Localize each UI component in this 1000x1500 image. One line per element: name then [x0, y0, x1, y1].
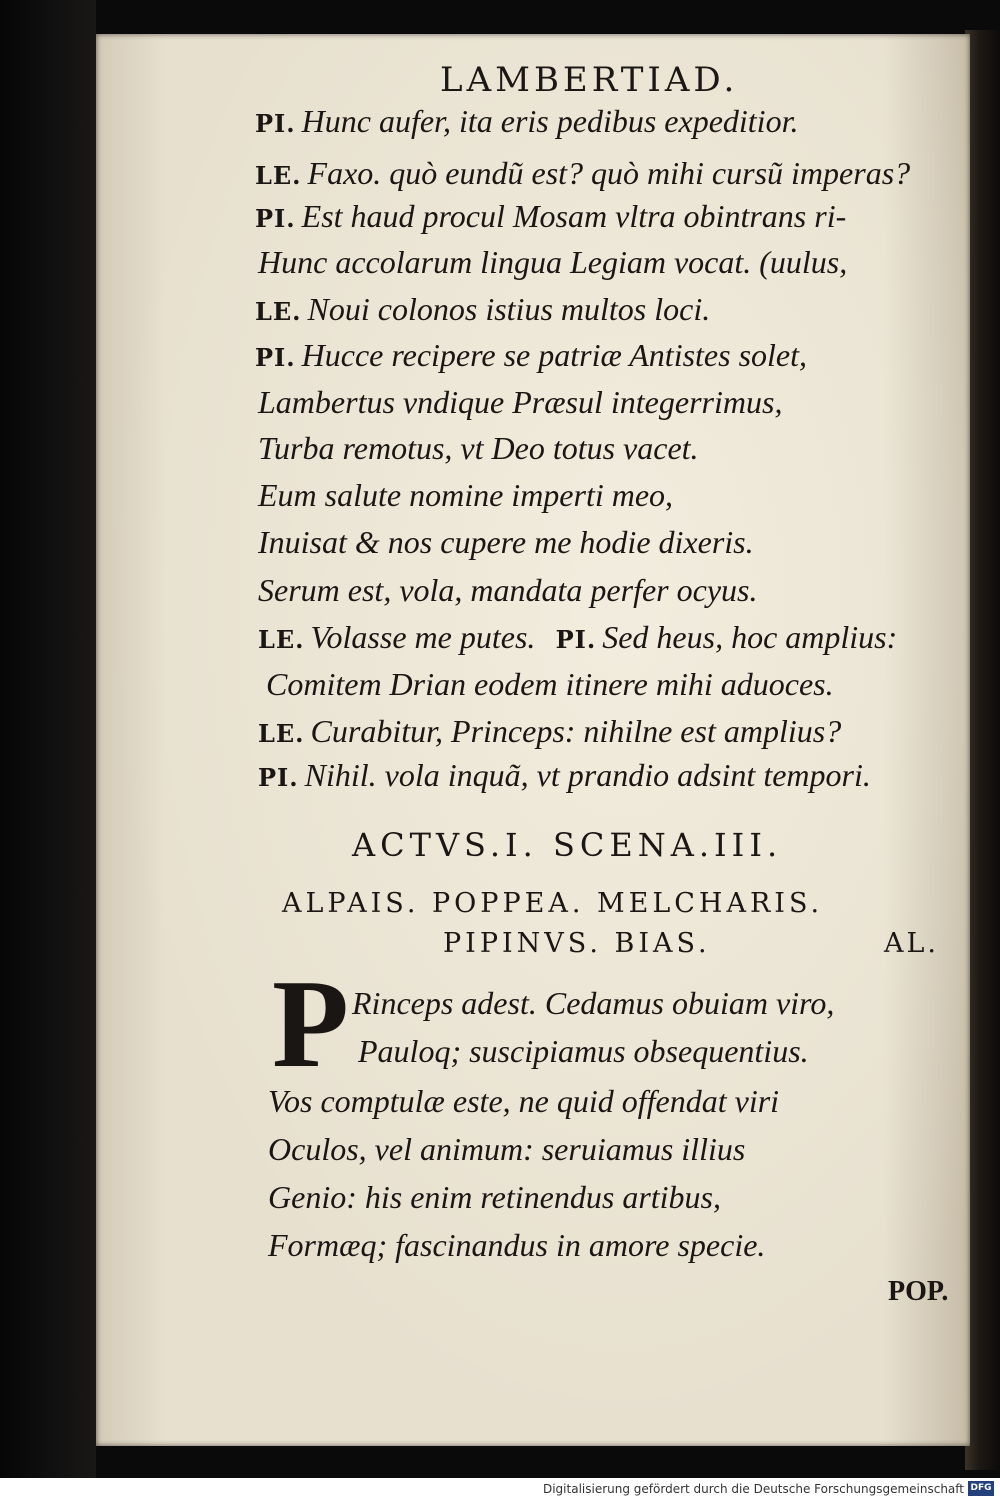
verse-text: Est haud procul Mosam vltra obintrans ri- [301, 198, 847, 234]
verse-line [258, 712, 841, 750]
right-binding-edge [965, 30, 1000, 1470]
scene-heading: ACTVS.I. SCENA.III. [352, 826, 783, 864]
verse-line [258, 383, 782, 421]
verse-line [258, 756, 871, 794]
verse-line [268, 1130, 745, 1168]
verse-text: Genio: his enim retinendus artibus, [268, 1179, 721, 1215]
speaker-label: PI. [555, 625, 597, 654]
cast-list-line-1: ALPAIS. POPPEA. MELCHARIS. [282, 888, 824, 919]
speaker-label: PI. [258, 763, 299, 792]
verse-text: Formæq; fascinandus in amore specie. [268, 1227, 766, 1263]
verse-line [258, 618, 897, 656]
speaker-label: PI. [255, 109, 296, 138]
verse-line [352, 984, 834, 1022]
verse-text: Faxo. quò eundũ est? quò mihi cursũ imperas? [307, 155, 911, 191]
verse-text: Pauloq; suscipiamus obsequentius. [358, 1033, 809, 1069]
verse-line [255, 290, 710, 328]
speaker-label: PI. [255, 204, 296, 233]
verse-text: Serum est, vola, mandata perfer ocyus. [258, 572, 758, 608]
speaker-label: LE. [258, 719, 305, 748]
drop-cap: P [272, 955, 349, 1094]
verse-text: Volasse me putes. [310, 619, 536, 655]
verse-text: Eum salute nomine imperti meo, [258, 477, 674, 513]
verse-line [268, 1226, 765, 1264]
verse-text: Comitem Drian eodem itinere mihi aduoces. [266, 666, 834, 702]
verse-text: Sed heus, hoc amplius: [602, 619, 898, 655]
speaker-label: AL. [884, 928, 940, 959]
verse-text: Vos comptulæ este, ne quid offendat viri [268, 1083, 780, 1119]
speaker-label: LE. [255, 297, 302, 326]
speaker-label: LE. [255, 161, 302, 190]
verse-line [258, 476, 673, 514]
speaker-label: LE. [258, 625, 305, 654]
verse-text: Oculos, vel animum: seruiamus illius [268, 1131, 746, 1167]
speaker-label: PI. [255, 343, 296, 372]
cast-list-line-2: PIPINVS. BIAS. [443, 928, 711, 959]
verse-text: Hunc accolarum lingua Legiam vocat. (uulus, [258, 244, 848, 280]
verse-text: Turba remotus, vt Deo totus vacet. [258, 430, 699, 466]
verse-line [255, 197, 846, 235]
verse-text: Hunc aufer, ita eris pedibus expeditior. [301, 103, 799, 139]
left-dark-margin [0, 0, 96, 1478]
verse-text: Noui colonos istius multos loci. [307, 291, 711, 327]
verse-text: Inuisat & nos cupere me hodie dixeris. [258, 524, 754, 560]
footer-credit: Digitalisierung gefördert durch die Deutsche Forschungsgemeinschaft [542, 1482, 964, 1496]
verse-text: Nihil. vola inquã, vt prandio adsint tempori. [304, 757, 871, 793]
verse-line [258, 243, 847, 281]
verse-line [255, 102, 798, 140]
catchword: POP. [888, 1276, 949, 1307]
verse-text: Curabitur, Princeps: nihilne est amplius? [310, 713, 842, 749]
verse-text: Rinceps adest. Cedamus obuiam viro, [352, 985, 835, 1021]
verse-line [258, 523, 754, 561]
verse-text: Lambertus vndique Præsul integerrimus, [258, 384, 783, 420]
dfg-logo: DFG [968, 1481, 994, 1496]
verse-line [268, 1082, 779, 1120]
verse-line [255, 154, 910, 192]
verse-line [266, 665, 834, 703]
running-header: LAMBERTIAD. [440, 60, 739, 100]
verse-line [358, 1032, 809, 1070]
verse-line [258, 429, 699, 467]
verse-line [255, 336, 807, 374]
verse-line [258, 571, 757, 609]
verse-line [268, 1178, 721, 1216]
verse-text: Hucce recipere se patriæ Antistes solet, [301, 337, 808, 373]
